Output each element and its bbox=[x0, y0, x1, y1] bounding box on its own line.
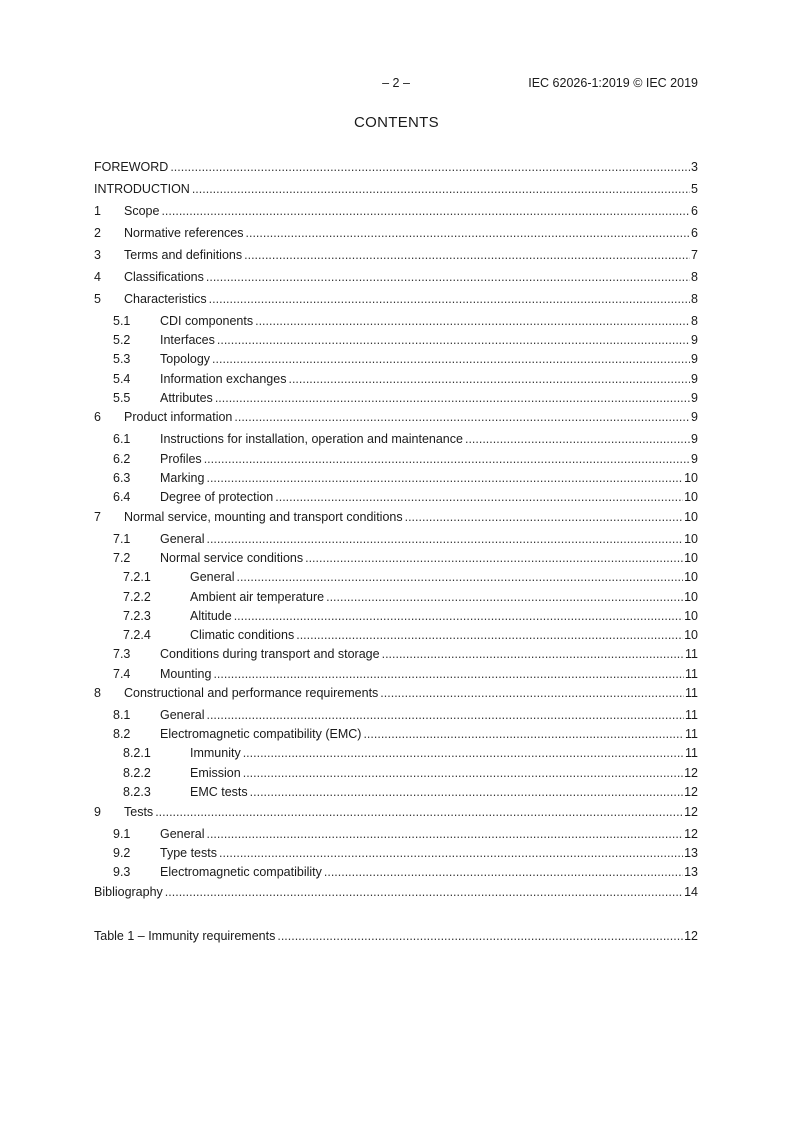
toc-entry-page: 8 bbox=[691, 314, 698, 328]
toc-entry-label: Type tests bbox=[160, 846, 217, 860]
toc-entry-label: EMC tests bbox=[190, 785, 248, 799]
toc-entry-number: 9 bbox=[94, 805, 101, 819]
dot-leader bbox=[380, 685, 684, 701]
toc-entry-label: Interfaces bbox=[160, 333, 215, 347]
toc-entry-page: 10 bbox=[684, 510, 698, 524]
toc-entry-number: 9.2 bbox=[113, 846, 131, 860]
toc-entry-number: 7.2.1 bbox=[123, 570, 151, 584]
toc-entry-label: Electromagnetic compatibility bbox=[160, 865, 322, 879]
toc-entry-label: Immunity bbox=[190, 746, 241, 760]
toc-entry[interactable] bbox=[94, 203, 698, 219]
toc-entry-page: 9 bbox=[691, 432, 698, 446]
toc-entry-label: General bbox=[160, 827, 205, 841]
toc-entry[interactable] bbox=[94, 765, 698, 781]
dot-leader bbox=[255, 313, 690, 329]
toc-entry[interactable] bbox=[94, 291, 698, 307]
toc-entry[interactable] bbox=[94, 804, 698, 820]
dot-leader bbox=[206, 531, 683, 547]
toc-entry-label: Normal service conditions bbox=[160, 551, 304, 565]
toc-entry-page: 12 bbox=[684, 785, 698, 799]
toc-entry[interactable] bbox=[94, 332, 698, 348]
dot-leader bbox=[215, 390, 690, 406]
toc-entry[interactable] bbox=[94, 845, 698, 861]
toc-entry-number: 8.1 bbox=[113, 708, 131, 722]
toc-entry-label: Classifications bbox=[124, 270, 204, 284]
dot-leader bbox=[234, 608, 683, 624]
toc-entry-page: 10 bbox=[684, 570, 698, 584]
toc-entry[interactable] bbox=[94, 269, 698, 285]
toc-entry-page: 11 bbox=[685, 686, 698, 700]
toc-entry[interactable] bbox=[94, 313, 698, 329]
dot-leader bbox=[382, 646, 684, 662]
toc-entry-number: 7.2.3 bbox=[123, 609, 151, 623]
toc-entry-number: 7.3 bbox=[113, 647, 131, 661]
dot-leader bbox=[405, 509, 683, 525]
toc-entry-page: 12 bbox=[684, 827, 698, 841]
toc-entry-label: Electromagnetic compatibility (EMC) bbox=[160, 727, 362, 741]
toc-entry[interactable] bbox=[94, 608, 698, 624]
toc-entry[interactable] bbox=[94, 589, 698, 605]
dot-leader bbox=[326, 589, 683, 605]
toc-entry[interactable] bbox=[94, 181, 698, 197]
toc-entry-label: Instructions for installation, operation and maintenance bbox=[160, 432, 463, 446]
dot-leader bbox=[209, 291, 690, 307]
toc-entry-number: 8.2.3 bbox=[123, 785, 151, 799]
dot-leader bbox=[219, 845, 683, 861]
toc-entry[interactable] bbox=[94, 431, 698, 447]
toc-entry[interactable] bbox=[94, 159, 698, 175]
dot-leader bbox=[213, 666, 684, 682]
toc-entry-number: 7.1 bbox=[113, 532, 131, 546]
toc-entry-label: Normative references bbox=[124, 226, 244, 240]
toc-entry-page: 7 bbox=[691, 248, 698, 262]
toc-entry-label: Attributes bbox=[160, 391, 213, 405]
page-number: – 2 – bbox=[382, 76, 410, 90]
toc-entry-page: 9 bbox=[691, 333, 698, 347]
toc-entry-number: 7 bbox=[94, 510, 101, 524]
toc-entry-number: 6.4 bbox=[113, 490, 131, 504]
toc-entry-label: Constructional and performance requirements bbox=[124, 686, 379, 700]
toc-entry-label: Tests bbox=[124, 805, 154, 819]
toc-entry-number: 8.2.2 bbox=[123, 766, 151, 780]
dot-leader bbox=[204, 451, 690, 467]
toc-entry[interactable] bbox=[94, 884, 698, 900]
toc-entry-page: 12 bbox=[684, 805, 698, 819]
toc-entry-label: Information exchanges bbox=[160, 372, 287, 386]
dot-leader bbox=[305, 550, 683, 566]
toc-entry[interactable] bbox=[94, 745, 698, 761]
dot-leader bbox=[236, 569, 683, 585]
dot-leader bbox=[170, 159, 690, 175]
dot-leader bbox=[206, 269, 690, 285]
toc-entry[interactable] bbox=[94, 550, 698, 566]
toc-entry[interactable] bbox=[94, 826, 698, 842]
toc-entry-number: 9.3 bbox=[113, 865, 131, 879]
dot-leader bbox=[244, 247, 690, 263]
toc-entry-number: 5 bbox=[94, 292, 101, 306]
toc-entry-page: 8 bbox=[691, 292, 698, 306]
toc-entry[interactable] bbox=[94, 726, 698, 742]
toc-entry-label: Scope bbox=[124, 204, 160, 218]
toc-entry-number: 5.3 bbox=[113, 352, 131, 366]
toc-entry-label: General bbox=[160, 708, 205, 722]
toc-entry[interactable] bbox=[94, 409, 698, 425]
toc-entry-number: 8.2 bbox=[113, 727, 131, 741]
dot-leader bbox=[217, 332, 690, 348]
dot-leader bbox=[161, 203, 690, 219]
toc-entry-page: 10 bbox=[684, 532, 698, 546]
toc-entry-number: 8 bbox=[94, 686, 101, 700]
toc-entry-label: Marking bbox=[160, 471, 205, 485]
toc-entry-page: 10 bbox=[684, 609, 698, 623]
dot-leader bbox=[296, 627, 683, 643]
toc-entry-page: 13 bbox=[684, 846, 698, 860]
toc-entry-page: 11 bbox=[685, 746, 698, 760]
dot-leader bbox=[250, 784, 683, 800]
toc-entry-page: 9 bbox=[691, 372, 698, 386]
toc-entry-page: 6 bbox=[691, 204, 698, 218]
toc-entry-label: Ambient air temperature bbox=[190, 590, 325, 604]
toc-entry-page: 9 bbox=[691, 452, 698, 466]
dot-leader bbox=[246, 225, 691, 241]
toc-entry[interactable] bbox=[94, 371, 698, 387]
toc-entry-number: 6.1 bbox=[113, 432, 131, 446]
dot-leader bbox=[288, 371, 690, 387]
toc-entry[interactable] bbox=[94, 685, 698, 701]
toc-entry-label: Topology bbox=[160, 352, 211, 366]
toc-entry-number: 7.4 bbox=[113, 667, 131, 681]
toc-entry-label: Conditions during transport and storage bbox=[160, 647, 380, 661]
toc-entry-label: General bbox=[160, 532, 205, 546]
toc-entry-label: Characteristics bbox=[124, 292, 207, 306]
toc-entry-number: 1 bbox=[94, 204, 101, 218]
toc-entry-number: 7.2.2 bbox=[123, 590, 151, 604]
toc-entry-label: Emission bbox=[190, 766, 241, 780]
toc-entry-page: 11 bbox=[685, 708, 698, 722]
toc-entry-number: 8.2.1 bbox=[123, 746, 151, 760]
toc-entry-label: FOREWORD bbox=[94, 160, 169, 174]
toc-entry-label: Terms and definitions bbox=[124, 248, 243, 262]
dot-leader bbox=[234, 409, 690, 425]
toc-entry-number: 5.4 bbox=[113, 372, 131, 386]
toc-entry-label: Degree of protection bbox=[160, 490, 274, 504]
toc-entry-page: 9 bbox=[691, 352, 698, 366]
toc-entry-page: 6 bbox=[691, 226, 698, 240]
dot-leader bbox=[277, 928, 683, 944]
toc-entry-label: Altitude bbox=[190, 609, 232, 623]
dot-leader bbox=[465, 431, 690, 447]
toc-entry-label: Product information bbox=[124, 410, 233, 424]
toc-entry-page: 13 bbox=[684, 865, 698, 879]
toc-entry-number: 5.2 bbox=[113, 333, 131, 347]
toc-entry-label: Normal service, mounting and transport conditions bbox=[124, 510, 403, 524]
toc-entry[interactable] bbox=[94, 489, 698, 505]
toc-entry-number: 7.2 bbox=[113, 551, 131, 565]
toc-entry-page: 11 bbox=[685, 647, 698, 661]
toc-entry-label: INTRODUCTION bbox=[94, 182, 190, 196]
toc-entry[interactable] bbox=[94, 509, 698, 525]
dot-leader bbox=[243, 765, 683, 781]
dot-leader bbox=[206, 470, 683, 486]
toc-entry-page: 9 bbox=[691, 410, 698, 424]
toc-entry-number: 4 bbox=[94, 270, 101, 284]
dot-leader bbox=[206, 826, 683, 842]
toc-entry[interactable] bbox=[94, 351, 698, 367]
dot-leader bbox=[212, 351, 690, 367]
toc-entry[interactable] bbox=[94, 666, 698, 682]
toc-entry-label: Table 1 – Immunity requirements bbox=[94, 929, 276, 943]
toc-entry-page: 3 bbox=[691, 160, 698, 174]
toc-entry[interactable] bbox=[94, 864, 698, 880]
toc-entry[interactable] bbox=[94, 451, 698, 467]
toc-entry-page: 12 bbox=[684, 929, 698, 943]
toc-entry[interactable] bbox=[94, 247, 698, 263]
page-header bbox=[94, 76, 698, 92]
toc-entry[interactable] bbox=[94, 784, 698, 800]
toc-entry[interactable] bbox=[94, 470, 698, 486]
toc-entry-page: 8 bbox=[691, 270, 698, 284]
toc-entry-label: General bbox=[190, 570, 235, 584]
toc-entry-number: 9.1 bbox=[113, 827, 131, 841]
toc-entry-label: Profiles bbox=[160, 452, 202, 466]
dot-leader bbox=[363, 726, 684, 742]
toc-entry[interactable] bbox=[94, 531, 698, 547]
toc-entry[interactable] bbox=[94, 225, 698, 241]
toc-entry-page: 11 bbox=[685, 667, 698, 681]
contents-title: CONTENTS bbox=[354, 114, 439, 131]
toc-entry-number: 2 bbox=[94, 226, 101, 240]
toc-entry-page: 10 bbox=[684, 628, 698, 642]
document-reference: IEC 62026-1:2019 © IEC 2019 bbox=[528, 76, 698, 90]
toc-entry-page: 12 bbox=[684, 766, 698, 780]
toc-entry-number: 6.3 bbox=[113, 471, 131, 485]
dot-leader bbox=[275, 489, 683, 505]
toc-entry[interactable] bbox=[94, 646, 698, 662]
toc-entry-number: 6.2 bbox=[113, 452, 131, 466]
toc-entry[interactable] bbox=[94, 569, 698, 585]
toc-entry-number: 5.1 bbox=[113, 314, 131, 328]
dot-leader bbox=[165, 884, 683, 900]
toc-entry-page: 10 bbox=[684, 590, 698, 604]
toc-entry-page: 10 bbox=[684, 551, 698, 565]
toc-entry-label: CDI components bbox=[160, 314, 254, 328]
toc-entry-number: 7.2.4 bbox=[123, 628, 151, 642]
toc-entry-page: 5 bbox=[691, 182, 698, 196]
toc-entry-number: 5.5 bbox=[113, 391, 131, 405]
toc-entry-number: 3 bbox=[94, 248, 101, 262]
dot-leader bbox=[155, 804, 683, 820]
dot-leader bbox=[206, 707, 684, 723]
toc-entry-label: Bibliography bbox=[94, 885, 163, 899]
toc-entry[interactable] bbox=[94, 390, 698, 406]
toc-entry-page: 9 bbox=[691, 391, 698, 405]
toc-entry-number: 6 bbox=[94, 410, 101, 424]
toc-entry[interactable] bbox=[94, 627, 698, 643]
toc-entry-label: Mounting bbox=[160, 667, 212, 681]
toc-entry-page: 14 bbox=[684, 885, 698, 899]
toc-entry-page: 10 bbox=[684, 471, 698, 485]
table-list-entry[interactable] bbox=[94, 928, 698, 944]
dot-leader bbox=[243, 745, 684, 761]
dot-leader bbox=[192, 181, 690, 197]
toc-entry-page: 10 bbox=[684, 490, 698, 504]
dot-leader bbox=[324, 864, 683, 880]
toc-entry-label: Climatic conditions bbox=[190, 628, 295, 642]
toc-entry[interactable] bbox=[94, 707, 698, 723]
toc-entry-page: 11 bbox=[685, 727, 698, 741]
